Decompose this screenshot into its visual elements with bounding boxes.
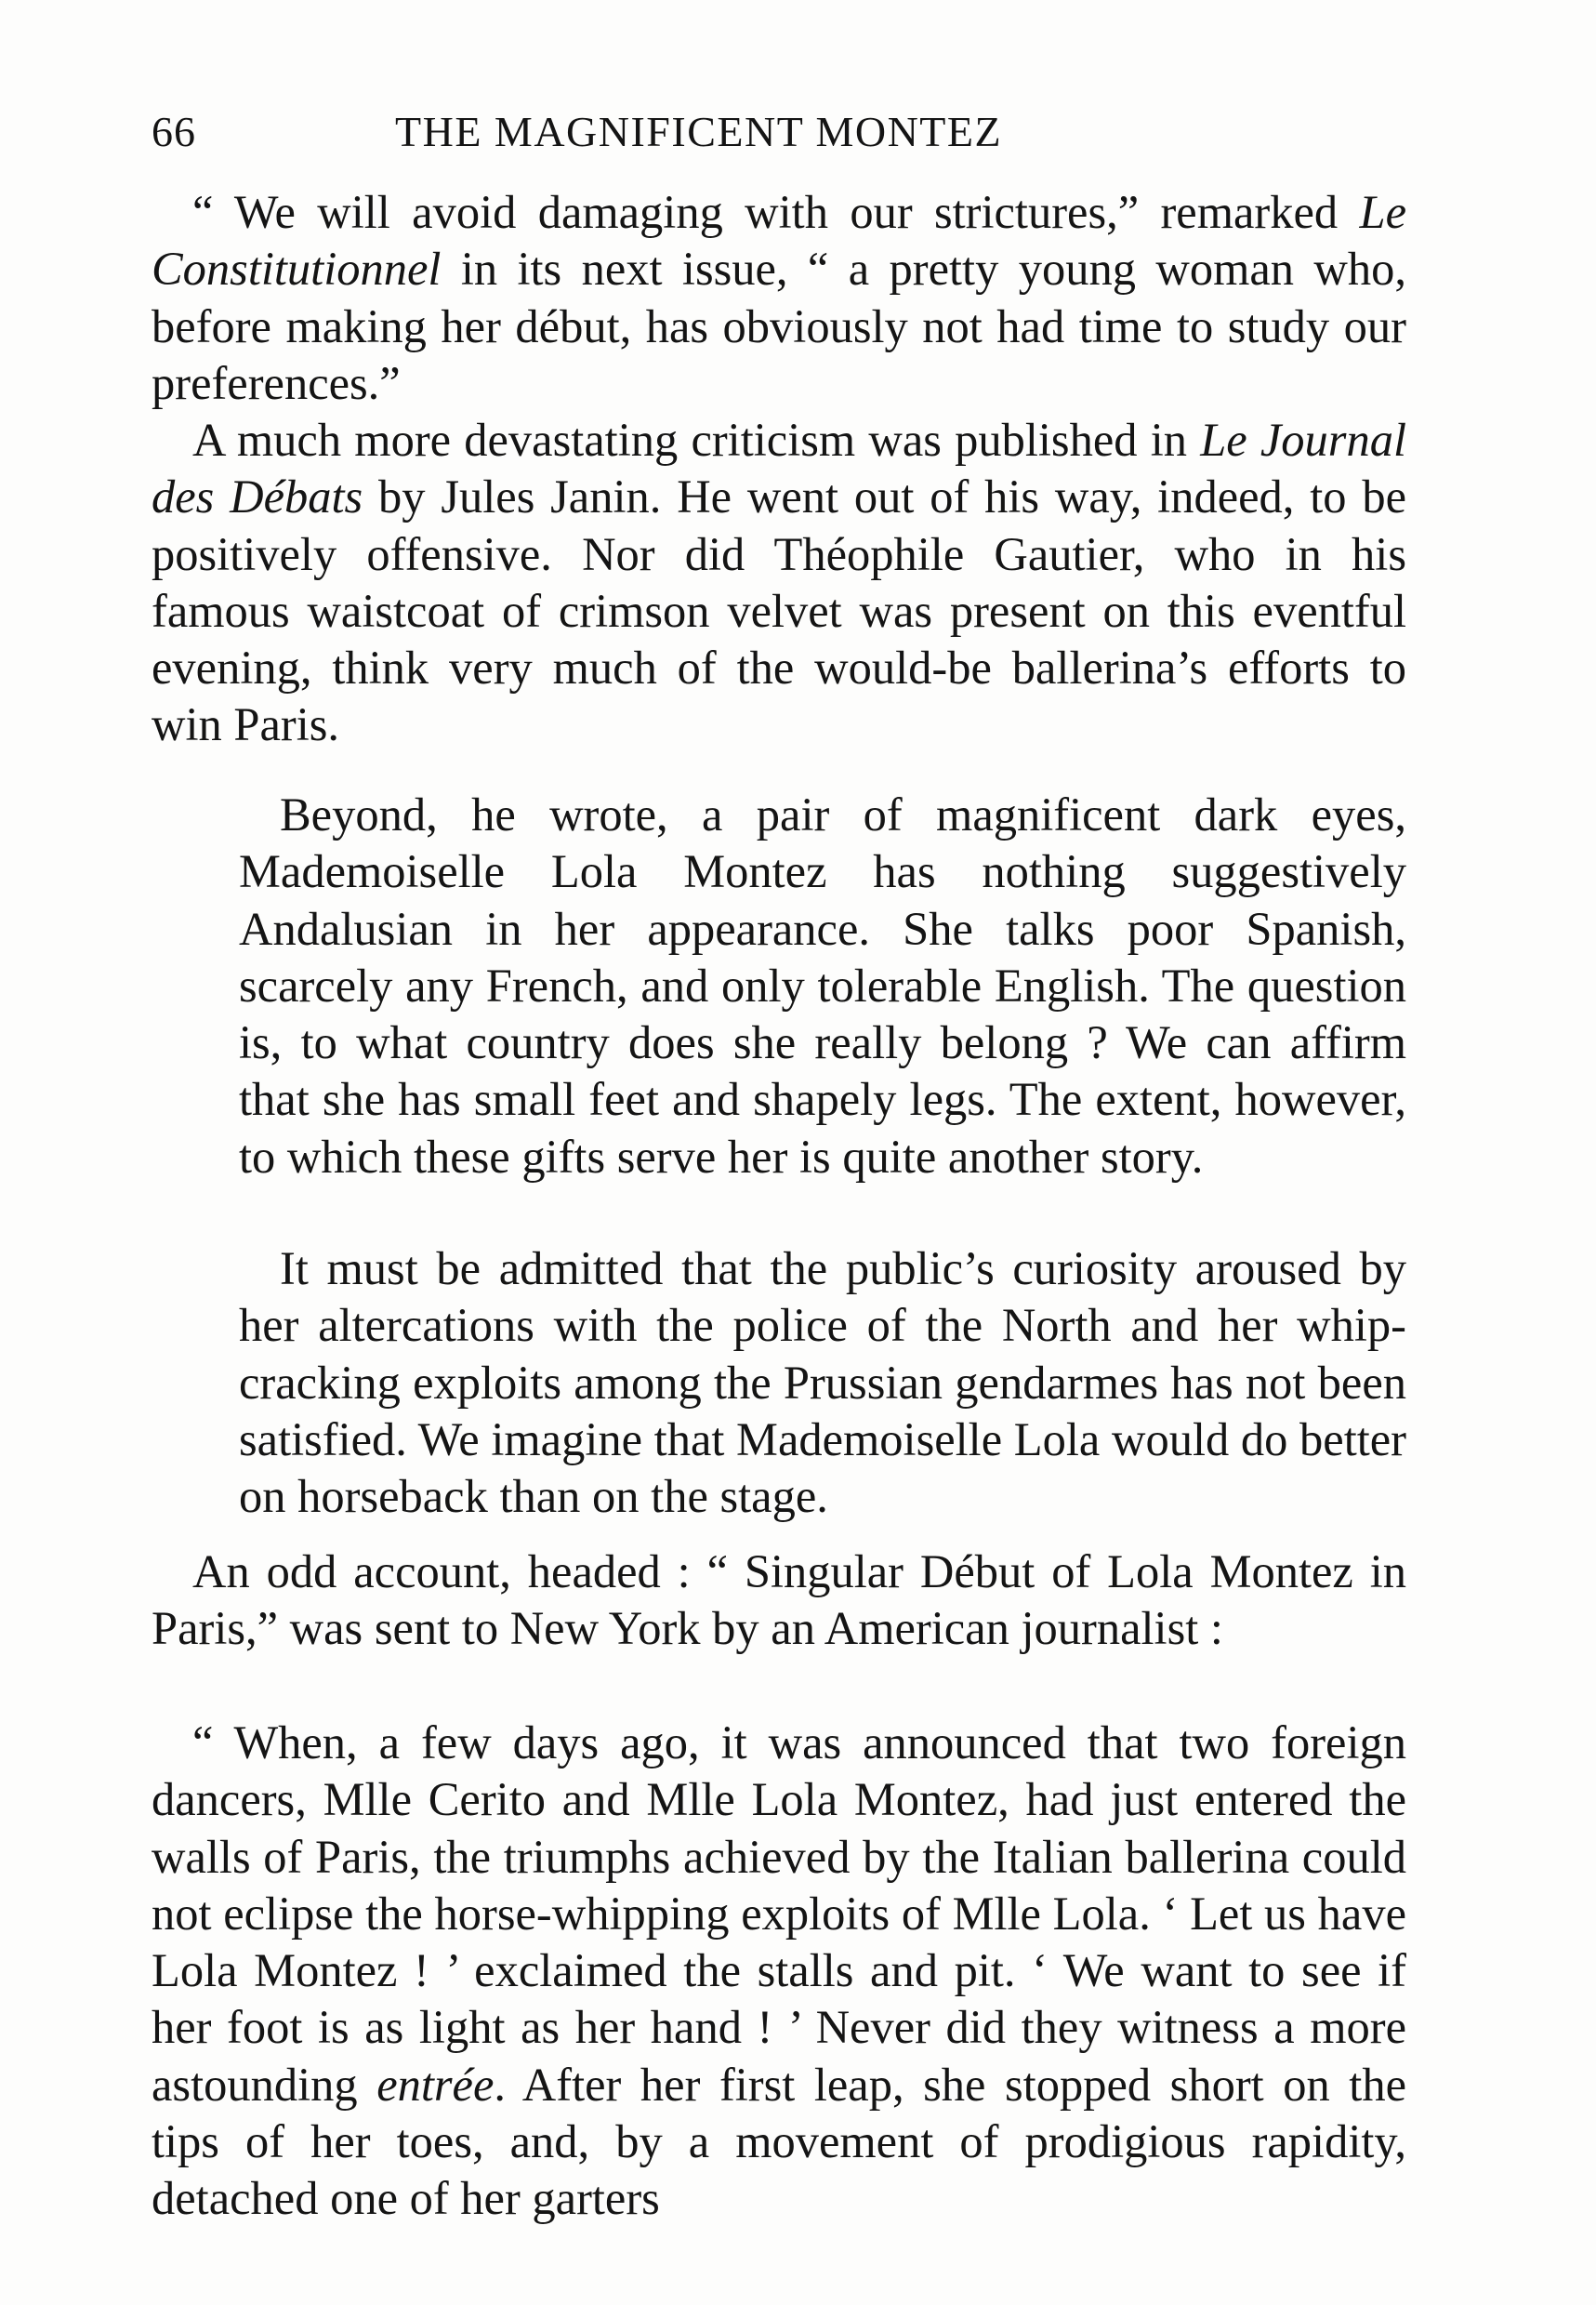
paragraph-text: “ We will avoid damaging with our strictures,” remarked bbox=[192, 186, 1360, 238]
paragraph-text: An odd account, headed : “ Singular Début of Lola Montez in Paris,” was sent to New York by an American journalist : bbox=[152, 1545, 1406, 1655]
paragraph-janin-gautier bbox=[152, 412, 1406, 754]
quote-text: It must be admitted that the public’s curiosity aroused by her altercations with the police of the North and her whip-cracking exploits among the Prussian gendarmes has not been satisfied. We imagine that Mademoiselle Lola would do better on horseback than on the stage. bbox=[239, 1242, 1406, 1523]
emphasis-word: entrée bbox=[376, 2058, 495, 2111]
publication-title: Le Journal des Débats bbox=[152, 414, 1406, 523]
page-number: 66 bbox=[152, 108, 196, 155]
publication-title: Le Constitutionnel bbox=[152, 186, 1406, 296]
quote-text: Beyond, he wrote, a pair of magnificent dark eyes, Mademoiselle Lola Montez has nothing suggestively Andalusian in her appearance. She talks poor Spanish, scarcely any French, and only tolerable English. The question is, to what country does she really belong ? We can affirm that she has small feet and shapely legs. The extent, however, to which these gifts serve her is quite another story. bbox=[239, 788, 1406, 1183]
paragraph-american-journalist bbox=[152, 1715, 1406, 2228]
block-quote-gautier-2 bbox=[239, 1240, 1406, 1525]
paragraph-text: . After her first leap, she stopped short on the tips of her toes, and, by a movement of prodigious rapidity, detached one of her garters bbox=[152, 2058, 1406, 2225]
paragraph-text: A much more devastating criticism was published in bbox=[192, 414, 1201, 466]
block-quote-gautier-1 bbox=[239, 787, 1406, 1186]
page-header bbox=[152, 104, 1406, 160]
paragraph-odd-account bbox=[152, 1543, 1406, 1658]
running-title: THE MAGNIFICENT MONTEZ bbox=[395, 108, 1003, 155]
paragraph-text: in its next issue, “ a pretty young woman who, before making her début, has obviously not had time to study our preferences.” bbox=[152, 243, 1406, 409]
paragraph-text: by Jules Janin. He went out of his way, indeed, to be positively offensive. Nor did Théophile Gautier, who in his famous waistcoat of crimson velvet was present on this eventful evening, think very much of the would-be ballerina’s efforts to win Paris. bbox=[152, 470, 1406, 751]
paragraph-text: “ When, a few days ago, it was announced that two foreign dancers, Mlle Cerito and Mlle Lola Montez, had just entered the walls of Paris, the triumphs achieved by the Italian ballerina could not eclipse the horse-whipping exploits of Mlle Lola. ‘ Let us have Lola Montez ! ’ exclaimed the stalls and pit. ‘ We want to see if her foot is as light as her hand ! ’ Never did they witness a more astounding bbox=[152, 1716, 1406, 2111]
paragraph-constitutionnel bbox=[152, 184, 1406, 412]
